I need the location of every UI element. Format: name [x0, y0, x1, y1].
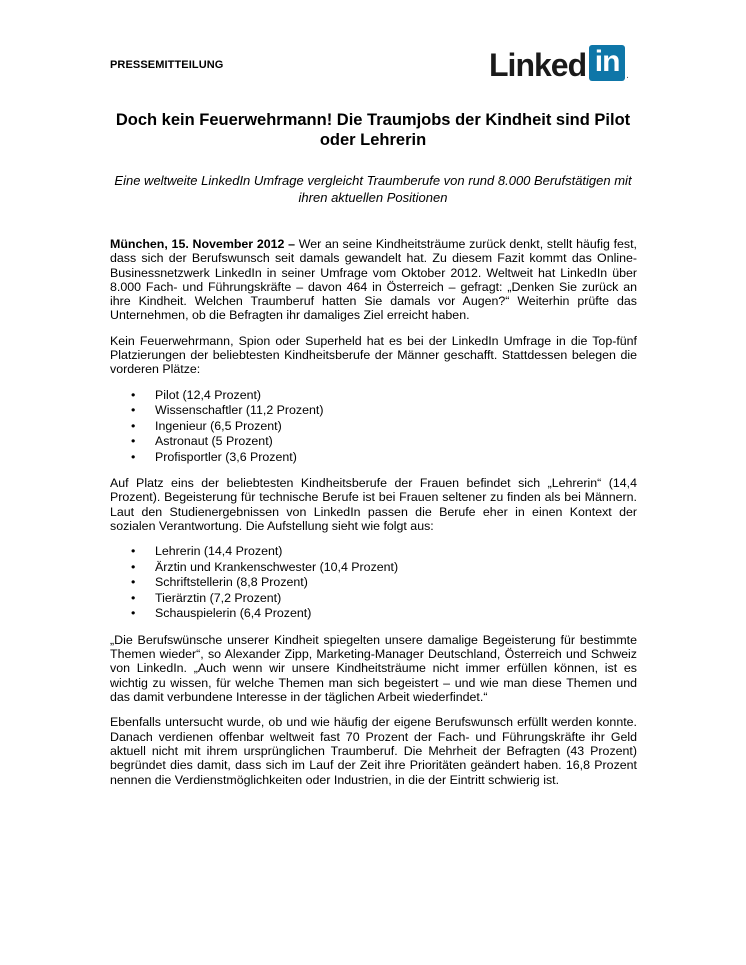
paragraph-quote: „Die Berufswünsche unserer Kindheit spiegelten unsere damalige Begeisterung für bestimmte Themen wieder“, so Alexander Zipp, Marketing-Manager Deutschland, Österreich und Schweiz von LinkedIn. „Auch wenn wir unsere Kindheitsträume nicht immer erfüllen können, ist es wichtig zu wissen, für welche Themen man sich begeistert – und wie man diese Themen und das damit verbundene Interesse in der täglichen Arbeit wiederfindet.“: [110, 632, 637, 705]
list-men-jobs: [110, 388, 637, 466]
paragraph-results: Ebenfalls untersucht wurde, ob und wie häufig der eigene Berufswunsch erfüllt werden konnte. Danach verdienen offenbar weltweit fast 70 Prozent der Fach- und Führungskräfte ihr Geld aktuell nicht mit ihrem ursprünglichen Traumberuf. Die Mehrheit der Befragten (43 Prozent) begründet dies damit, dass sich im Lauf der Zeit ihre Prioritäten geändert haben. 16,8 Prozent nennen die Verdienstmöglichkeiten oder Industrien, in die der Eintritt schwierig ist.: [110, 715, 637, 787]
paragraph-women: Auf Platz eins der beliebtesten Kindheitsberufe der Frauen befindet sich „Lehrerin“ (14,4 Prozent). Begeisterung für technische Berufe ist bei Frauen seltener zu finden als bei Männern. Laut den Studienergebnissen von LinkedIn passen die Berufe eher in einen Kontext der sozialen Verantwortung. Die Aufstellung sieht wie folgt aus:: [110, 476, 637, 534]
list-item: • Profisportler (3,6 Prozent): [155, 450, 637, 466]
list-item: • Wissenschaftler (11,2 Prozent): [155, 403, 637, 419]
intro-text: Wer an seine Kindheitsträume zurück denkt, stellt häufig fest, dass sich der Berufswunsch seit damals gewandelt hat. Zu diesem Fazit kommt das Online-Businessnetzwerk LinkedIn in seiner Umfrage vom Oktober 2012. Weltweit hat LinkedIn über 8.000 Fach- und Führungskräfte – davon 464 in Österreich – gefragt: „Denken Sie zurück an ihre Kindheit. Welchen Traumberuf hatten Sie damals vor Augen?“ Weiterhin prüfte das Unternehmen, ob die Befragten ihr damaliges Ziel erreicht haben.: [110, 237, 637, 323]
list-item: • Schriftstellerin (8,8 Prozent): [155, 575, 637, 591]
paragraph-intro: [110, 237, 637, 323]
list-women-jobs: [110, 544, 637, 622]
logo-dot: .: [626, 70, 629, 81]
list-item: • Ärztin und Krankenschwester (10,4 Prozent): [155, 560, 637, 576]
list-item: • Tierärztin (7,2 Prozent): [155, 591, 637, 607]
dateline: München, 15. November 2012 –: [110, 237, 296, 251]
page-title: Doch kein Feuerwehrmann! Die Traumjobs der Kindheit sind Pilot oder Lehrerin: [115, 111, 631, 149]
paragraph-men: Kein Feuerwehrmann, Spion oder Superheld hat es bei der LinkedIn Umfrage in die Top-fünf Platzierungen der beliebtesten Kindheitsberufe der Männer geschafft. Stattdessen belegen die vorderen Plätze:: [110, 333, 637, 377]
list-item: • Lehrerin (14,4 Prozent): [155, 544, 637, 560]
list-item: • Ingenieur (6,5 Prozent): [155, 419, 637, 435]
logo-in-box: in: [589, 45, 625, 81]
document-label: PRESSEMITTEILUNG: [110, 59, 224, 71]
list-item: • Astronaut (5 Prozent): [155, 434, 637, 450]
article-body: [110, 237, 637, 798]
page-subtitle: Eine weltweite LinkedIn Umfrage vergleicht Traumberufe von rund 8.000 Berufstätigen mit ihren aktuellen Positionen: [114, 173, 632, 205]
logo-wordmark: Linked: [489, 47, 587, 83]
list-item: • Pilot (12,4 Prozent): [155, 388, 637, 404]
linkedin-logo: [489, 41, 629, 81]
list-item: • Schauspielerin (6,4 Prozent): [155, 606, 637, 622]
